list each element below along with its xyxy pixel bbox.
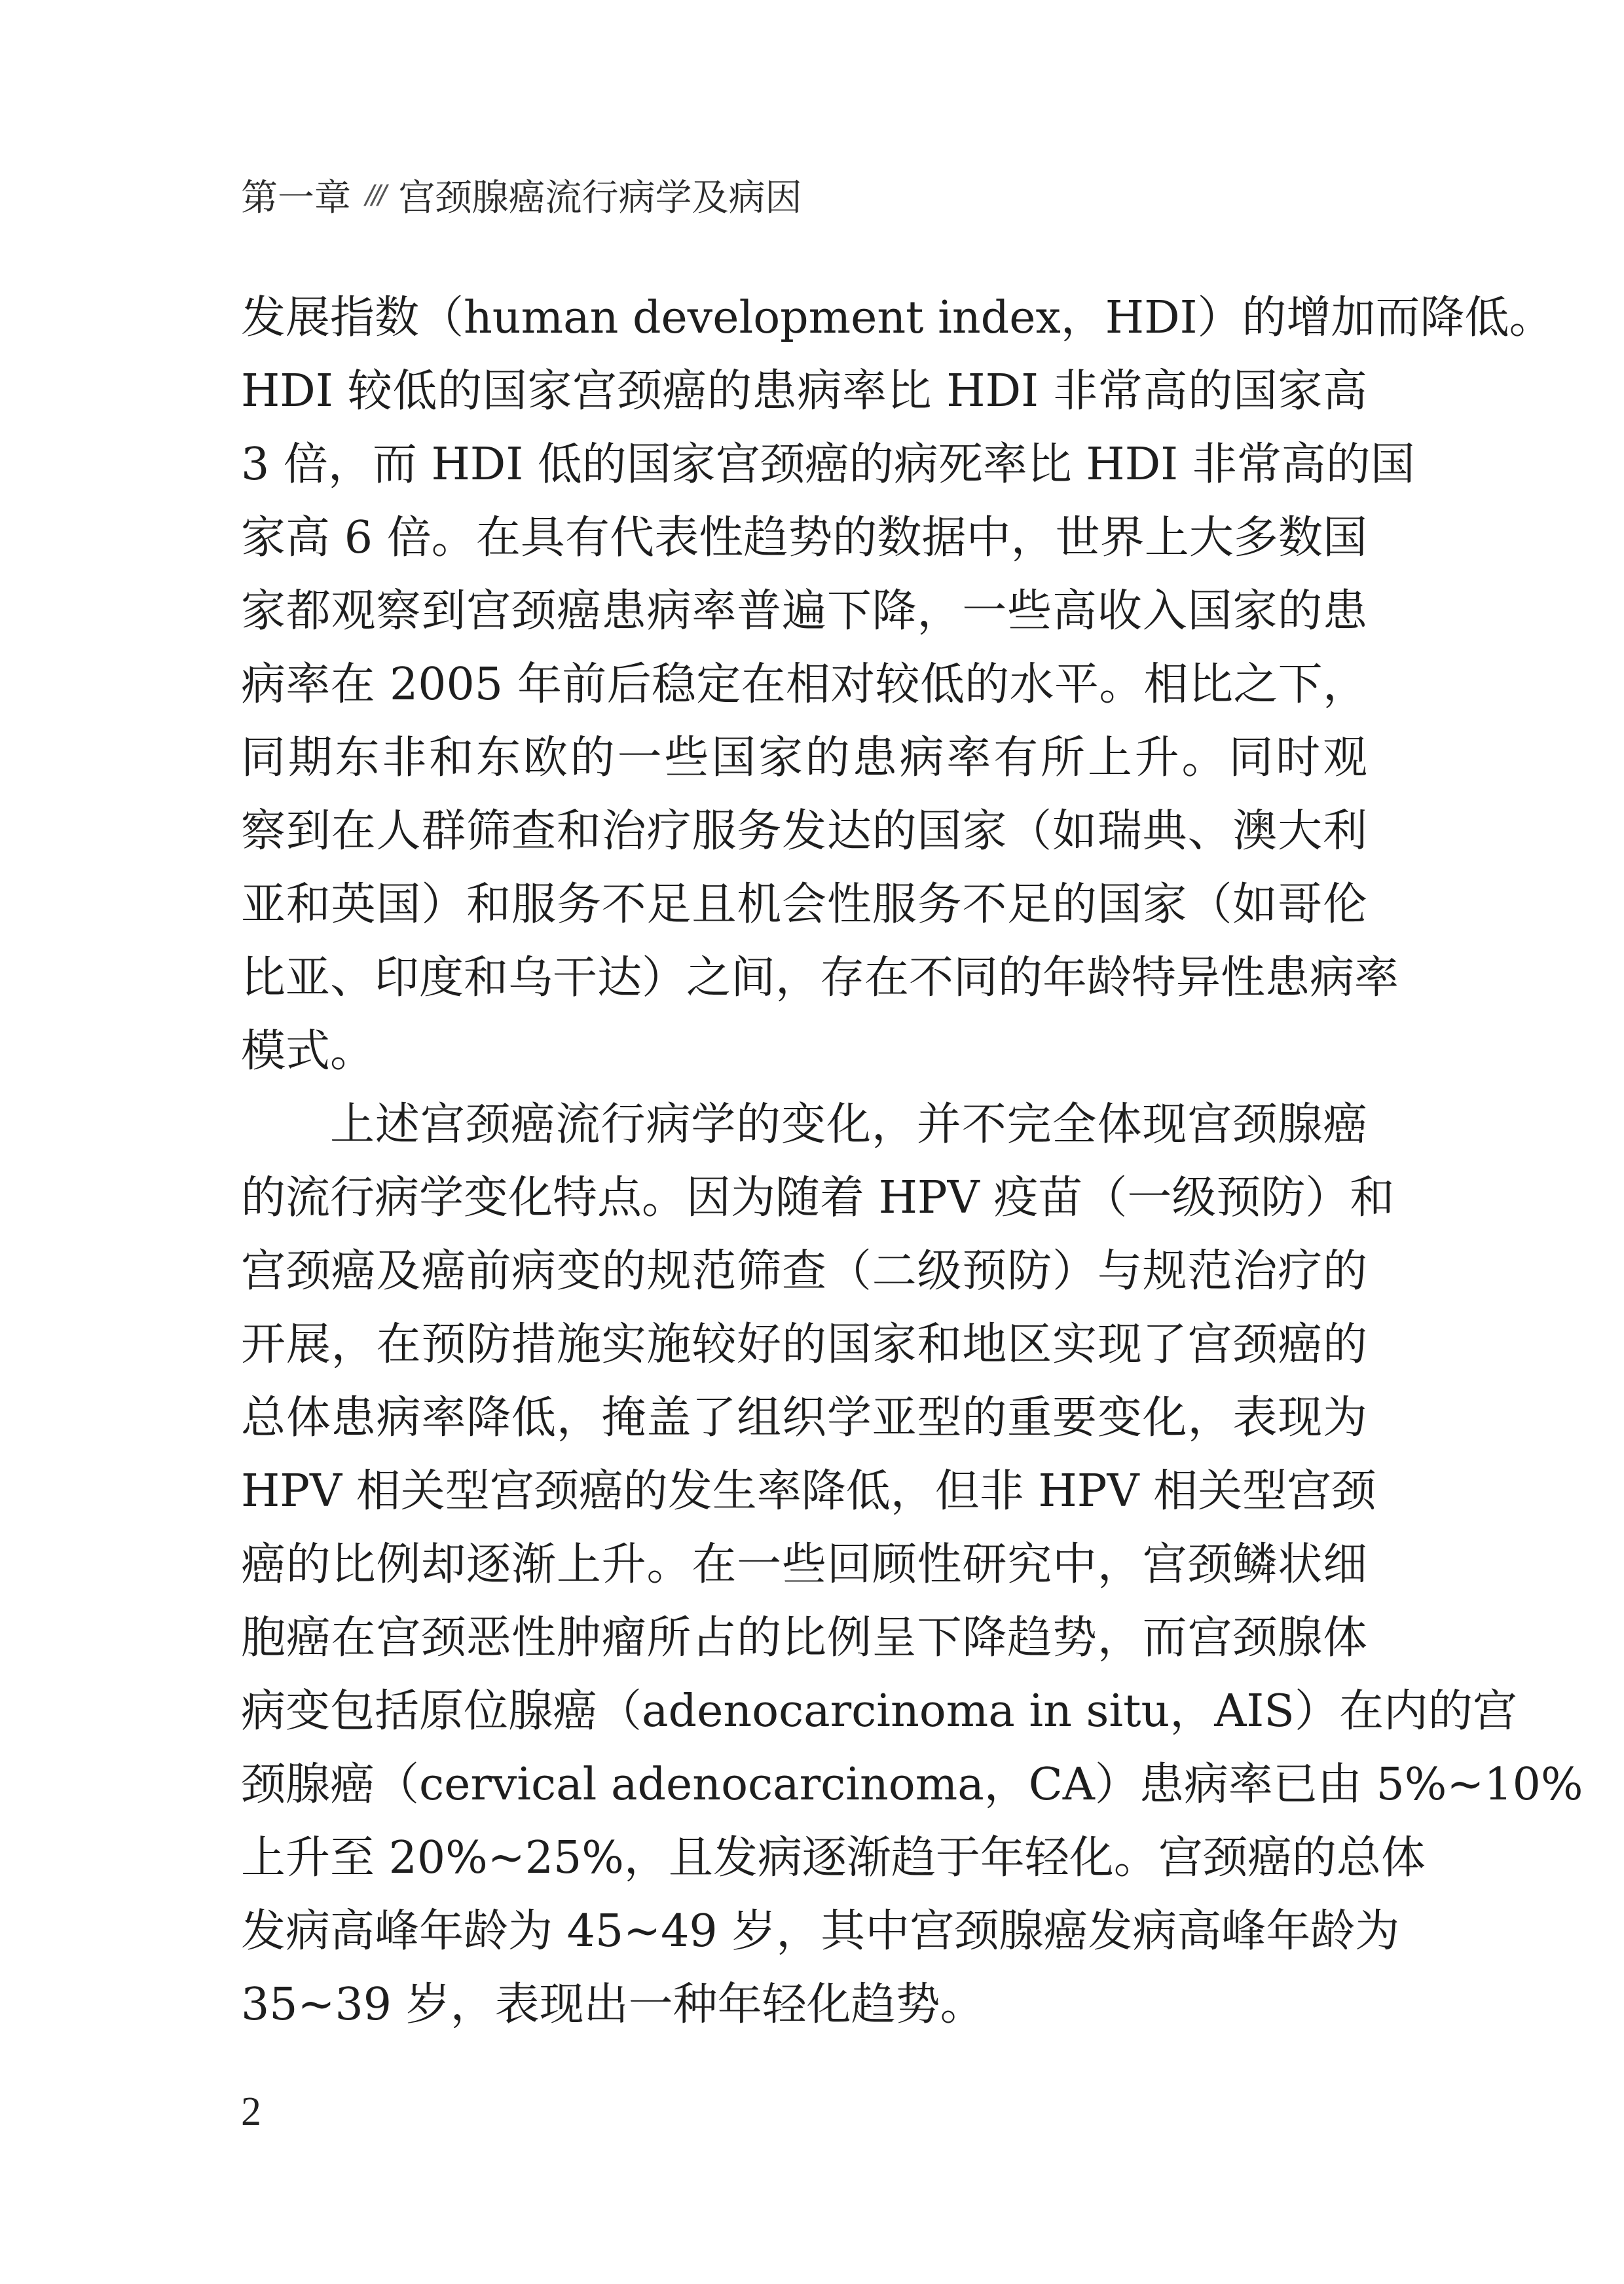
text-line: 家都观察到宫颈癌患病率普遍下降，一些高收入国家的患 (241, 585, 1367, 637)
text-line: 胞癌在宫颈恶性肿瘤所占的比例呈下降趋势，而宫颈腺体 (241, 1612, 1367, 1664)
text-line: 病率在 2005 年前后稳定在相对较低的水平。相比之下， (241, 659, 1367, 710)
text-line: 35~39 岁，表现出一种年轻化趋势。 (241, 1979, 985, 2031)
body-text (241, 282, 1583, 2042)
text-line: 发展指数（human development index，HDI）的增加而降低。 (241, 292, 1554, 344)
text-line: 家高 6 倍。在具有代表性趋势的数据中，世界上大多数国 (241, 512, 1367, 564)
text-line: HDI 较低的国家宫颈癌的患病率比 HDI 非常高的国家高 (241, 365, 1367, 417)
text-line: 模式。 (241, 1025, 375, 1077)
chapter-label: 第一章 (241, 177, 351, 219)
text-line: 3 倍，而 HDI 低的国家宫颈癌的病死率比 HDI 非常高的国 (241, 439, 1415, 490)
text-line: 比亚、印度和乌干达）之间，存在不同的年龄特异性患病率 (241, 952, 1399, 1004)
header-separator: /// (365, 180, 384, 210)
text-line: 癌的比例却逐渐上升。在一些回顾性研究中，宫颈鳞状细 (241, 1539, 1367, 1591)
text-line: 上升至 20%~25%，且发病逐渐趋于年轻化。宫颈癌的总体 (241, 1832, 1426, 1884)
text-line: 同期东非和东欧的一些国家的患病率有所上升。同时观 (241, 732, 1367, 784)
text-line: 上述宫颈癌流行病学的变化，并不完全体现宫颈腺癌 (330, 1099, 1367, 1151)
text-line: 宫颈癌及癌前病变的规范筛查（二级预防）与规范治疗的 (241, 1245, 1367, 1297)
text-line: 总体患病率降低，掩盖了组织学亚型的重要变化，表现为 (241, 1392, 1367, 1444)
text-line: 病变包括原位腺癌（adenocarcinoma in situ，AIS）在内的宫 (241, 1685, 1517, 1737)
text-line: 亚和英国）和服务不足且机会性服务不足的国家（如哥伦 (241, 879, 1367, 930)
text-line: 的流行病学变化特点。因为随着 HPV 疫苗（一级预防）和 (241, 1172, 1395, 1224)
page-number: 2 (241, 2090, 261, 2134)
chapter-title: 宫颈腺癌流行病学及病因 (398, 177, 802, 219)
text-line: 颈腺癌（cervical adenocarcinoma，CA）患病率已由 5%~10% (241, 1759, 1583, 1811)
text-line: HPV 相关型宫颈癌的发生率降低，但非 HPV 相关型宫颈 (241, 1465, 1376, 1517)
text-line: 开展，在预防措施实施较好的国家和地区实现了宫颈癌的 (241, 1319, 1367, 1371)
running-head (241, 169, 802, 221)
text-line: 发病高峰年龄为 45~49 岁，其中宫颈腺癌发病高峰年龄为 (241, 1906, 1400, 1957)
text-line: 察到在人群筛查和治疗服务发达的国家（如瑞典、澳大利 (241, 805, 1367, 857)
